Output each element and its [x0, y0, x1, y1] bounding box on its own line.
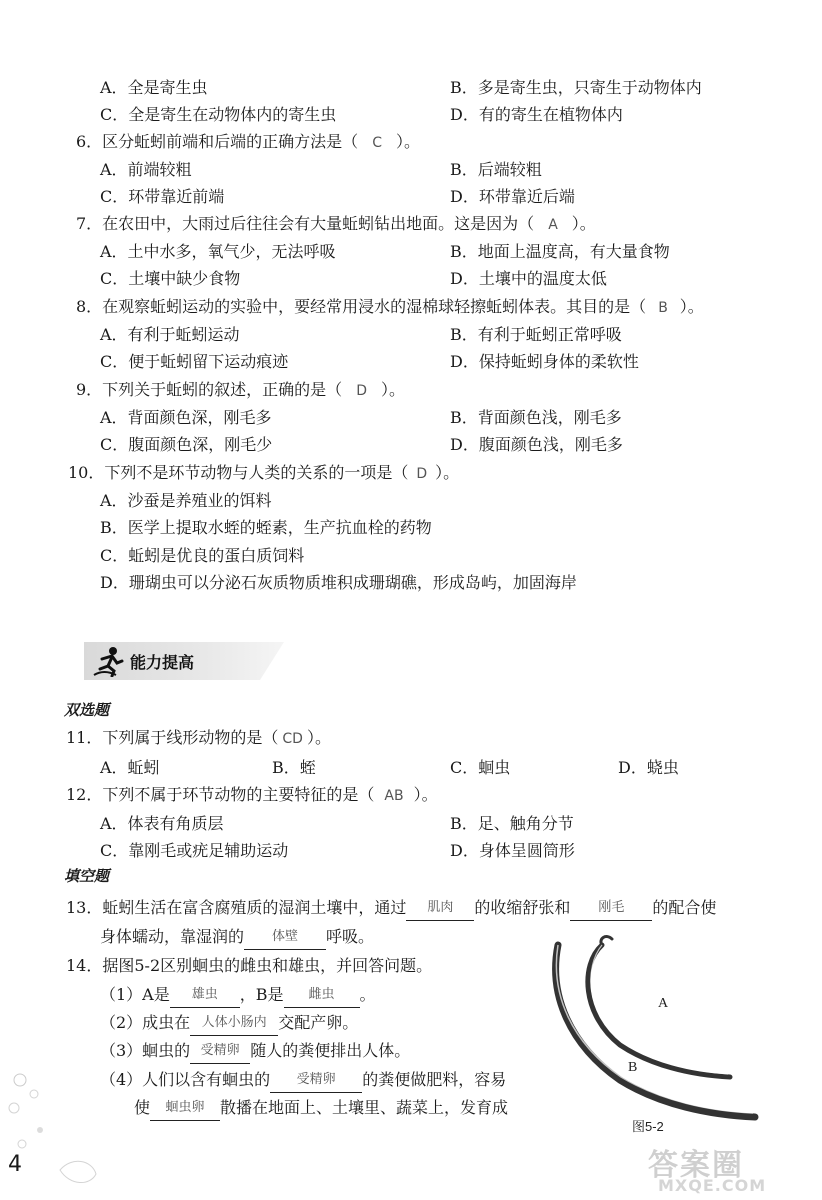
- q9-option-c: C．腹面颜色深，刚毛少: [100, 435, 273, 454]
- worm-b-highlight: [556, 945, 753, 1113]
- q9-option-b: B．背面颜色浅，刚毛多: [450, 408, 622, 427]
- q13-blank-1: [406, 898, 474, 921]
- q6-stem: [76, 132, 420, 153]
- figure-label-a: A: [658, 996, 669, 1011]
- q8-stem-text: 8．在观察蚯蚓运动的实验中，要经常用浸水的湿棉球轻擦蚯蚓体表。其目的是（: [76, 297, 647, 316]
- roundworm-illustration: [540, 925, 790, 1140]
- q14-s4-text: （4）人们以含有蛔虫的: [100, 1070, 271, 1089]
- q11-answer: CD: [282, 731, 303, 747]
- q11-stem: [66, 728, 331, 749]
- q6-option-c: C．环带靠近前端: [100, 187, 225, 206]
- figure-label-b: B: [628, 1060, 638, 1075]
- figure-caption: 图5-2: [632, 1119, 664, 1134]
- q10-stem-text: 10．下列不是环节动物与人类的关系的一项是（: [68, 463, 409, 482]
- q6-option-a: A．前端较粗: [100, 160, 192, 179]
- q14-sub2: [100, 1013, 358, 1036]
- q14-s4b-text: 使: [134, 1098, 151, 1117]
- q11-option-b: B．蛭: [272, 758, 316, 777]
- q13-blank-3: [244, 927, 326, 950]
- q8-option-c: C．便于蚯蚓留下运动痕迹: [100, 352, 289, 371]
- q13-answer-3: 体壁: [272, 929, 299, 944]
- fill-blank-heading: 填空题: [64, 867, 110, 885]
- q13-text-5: 呼吸。: [326, 927, 375, 946]
- q11-stem-text: 11．下列属于线形动物的是（: [66, 728, 279, 747]
- q7-option-a: A．土中水多，氧气少，无法呼吸: [100, 242, 336, 261]
- worm-a-body: [588, 945, 730, 1077]
- q9-option-d: D．腹面颜色浅，刚毛多: [450, 435, 623, 454]
- watermark-logo: [640, 1140, 816, 1196]
- q14-s2-text: （2）成虫在: [100, 1013, 191, 1032]
- q14-s2-answer: 人体小肠内: [201, 1015, 267, 1030]
- section-banner: [84, 642, 284, 680]
- q5-option-b: B．多是寄生虫，只寄生于动物体内: [450, 78, 702, 97]
- q10-stem: [68, 463, 459, 484]
- q14-s3-text: （3）蛔虫的: [100, 1041, 191, 1060]
- q11-option-d: D．蛲虫: [618, 758, 679, 777]
- q12-stem-text: 12．下列不属于环节动物的主要特征的是（: [66, 785, 375, 804]
- q12-stem-end: ）。: [413, 785, 438, 804]
- q8-option-a: A．有利于蚯蚓运动: [100, 325, 240, 344]
- q8-option-b: B．有利于蚯蚓正常呼吸: [450, 325, 622, 344]
- q12-option-d: D．身体呈圆筒形: [450, 841, 575, 860]
- q14-s2-end: 交配产卵。: [278, 1013, 359, 1032]
- q12-stem: [66, 785, 438, 806]
- q13-line1: [66, 898, 716, 921]
- q14-sub4-cont: [134, 1098, 508, 1121]
- q13-blank-2: [570, 898, 652, 921]
- q10-option-d: D．珊瑚虫可以分泌石灰质物质堆积成珊瑚礁，形成岛屿，加固海岸: [100, 573, 577, 592]
- q5-option-d: D．有的寄生在植物体内: [450, 105, 623, 124]
- q10-stem-end: ）。: [435, 463, 460, 482]
- q7-option-d: D．土壤中的温度太低: [450, 269, 607, 288]
- q14-s3-blank: [190, 1041, 250, 1064]
- q11-option-c: C．蛔虫: [450, 758, 511, 777]
- q9-option-a: A．背面颜色深，刚毛多: [100, 408, 272, 427]
- q12-option-a: A．体表有角质层: [100, 814, 224, 833]
- q14-stem: 14．据图5-2区别蛔虫的雌虫和雄虫，并回答问题。: [66, 956, 433, 975]
- q6-stem-end: ）。: [395, 132, 420, 151]
- q12-option-c: C．靠刚毛或疣足辅助运动: [100, 841, 289, 860]
- q6-option-d: D．环带靠近后端: [450, 187, 575, 206]
- q10-option-c: C．蚯蚓是优良的蛋白质饲料: [100, 546, 305, 565]
- section-title: 能力提高: [130, 653, 195, 672]
- q7-stem-end: ）。: [571, 214, 596, 233]
- q14-s2-blank: [190, 1013, 278, 1036]
- q6-answer: C: [372, 135, 382, 151]
- runner-icon: [92, 645, 126, 677]
- q10-answer: D: [416, 466, 428, 482]
- q14-s1-blank-2: [284, 985, 360, 1008]
- q11-stem-end: ）。: [306, 728, 331, 747]
- q14-sub1: [100, 985, 376, 1008]
- q13-line2: [100, 927, 374, 950]
- double-choice-heading: 双选题: [64, 701, 110, 719]
- q8-stem-end: ）。: [679, 297, 704, 316]
- q5-option-c: C．全是寄生在动物体内的寄生虫: [100, 105, 337, 124]
- q14-s3-answer: 受精卵: [200, 1043, 240, 1058]
- q9-stem: [76, 380, 405, 401]
- q14-s3-end: 随人的粪便排出人体。: [250, 1041, 411, 1060]
- q14-s4-answer: 受精卵: [296, 1072, 336, 1087]
- q8-option-d: D．保持蚯蚓身体的柔软性: [450, 352, 639, 371]
- q7-option-c: C．土壤中缺少食物: [100, 269, 241, 288]
- q14-s4-end: 的粪便做肥料，容易: [362, 1070, 507, 1089]
- worm-b-body: [556, 945, 755, 1117]
- q9-stem-end: ）。: [380, 380, 405, 399]
- q9-stem-text: 9．下列关于蚯蚓的叙述，正确的是（: [76, 380, 343, 399]
- q13-text-2: 的收缩舒张和: [474, 898, 571, 917]
- q12-option-b: B．足、触角分节: [450, 814, 574, 833]
- q14-s1-blank-1: [170, 985, 240, 1008]
- q6-option-b: B．后端较粗: [450, 160, 542, 179]
- q14-s1-end: 。: [359, 985, 376, 1004]
- q7-stem: [76, 214, 596, 235]
- flower-decoration: [0, 1060, 110, 1200]
- q7-answer: A: [548, 217, 558, 233]
- q14-s1-mid: ，B是: [239, 985, 284, 1004]
- q8-answer: B: [658, 300, 668, 316]
- q13-answer-1: 肌肉: [427, 900, 454, 915]
- q6-stem-text: 6．区分蚯蚓前端和后端的正确方法是（: [76, 132, 359, 151]
- page-number: 4: [8, 1152, 22, 1177]
- q13-text-1: 13．蚯蚓生活在富含腐殖质的湿润土壤中，通过: [66, 898, 407, 917]
- q13-answer-2: 刚毛: [598, 900, 625, 915]
- q10-option-a: A．沙蚕是养殖业的饵料: [100, 491, 272, 510]
- q13-text-3: 的配合使: [652, 898, 717, 917]
- q12-answer: AB: [384, 788, 404, 804]
- worm-a-hook: [601, 937, 612, 945]
- q14-s4b-answer: 蛔虫卵: [165, 1100, 205, 1115]
- watermark-text-top: 答案圈: [648, 1148, 744, 1183]
- q5-option-a: A．全是寄生虫: [100, 78, 208, 97]
- q7-option-b: B．地面上温度高，有大量食物: [450, 242, 670, 261]
- q9-answer: D: [356, 383, 367, 399]
- q14-s4b-end: 散播在地面上、土壤里、蔬菜上，发育成: [220, 1098, 509, 1117]
- q14-s1-text: （1）A是: [100, 985, 170, 1004]
- q11-option-a: A．蚯蚓: [100, 758, 160, 777]
- q14-sub4: [100, 1070, 506, 1093]
- q10-option-b: B．医学上提取水蛭的蛭素，生产抗血栓的药物: [100, 518, 432, 537]
- roundworm-figure: [540, 925, 790, 1140]
- q14-s4-blank: [270, 1070, 362, 1093]
- q14-s1-answer-2: 雌虫: [308, 987, 335, 1002]
- q13-text-4: 身体蠕动，靠湿润的: [100, 927, 245, 946]
- q8-stem: [76, 297, 704, 318]
- q7-stem-text: 7．在农田中，大雨过后往往会有大量蚯蚓钻出地面。这是因为（: [76, 214, 535, 233]
- q14-s1-answer-1: 雄虫: [191, 987, 218, 1002]
- watermark-text-bottom: MXQE.COM: [658, 1176, 767, 1195]
- q14-sub3: [100, 1041, 410, 1064]
- q14-s4b-blank: [150, 1098, 220, 1121]
